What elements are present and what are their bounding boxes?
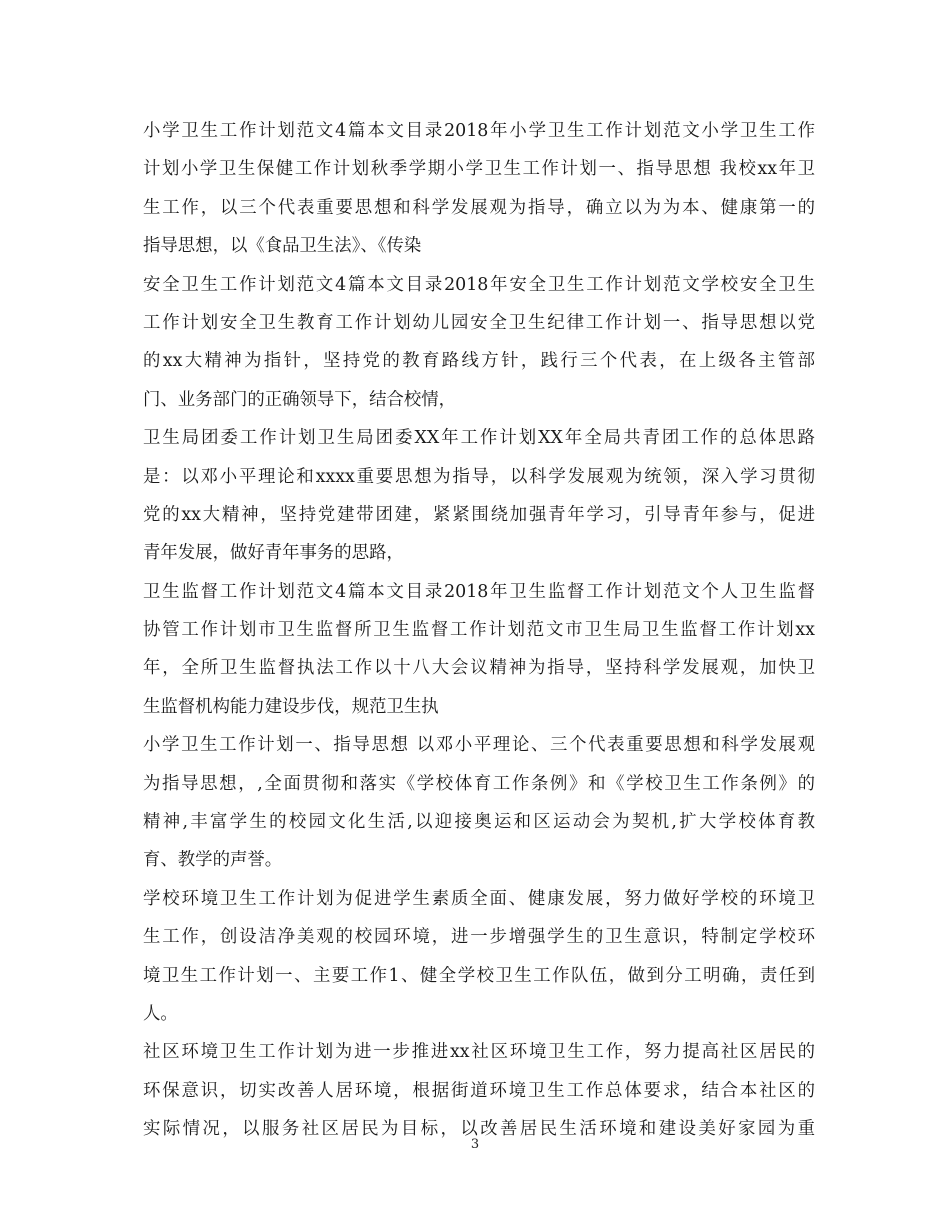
text-line: 小学卫生工作计划一、指导思想 以邓小平理论、三个代表重要思想和科学发展观	[143, 735, 815, 756]
paragraph-school-environment	[143, 880, 815, 1034]
text-line: 学校环境卫生工作计划为促进学生素质全面、健康发展，努力做好学校的环境卫	[143, 888, 815, 909]
text-line: 党的xx大精神，坚持党建带团建，紧紧围绕加强青年学习，引导青年参与，促进	[143, 504, 815, 525]
paragraph-hygiene-supervision	[143, 573, 815, 727]
text-line: 计划小学卫生保健工作计划秋季学期小学卫生工作计划一、指导思想 我校xx年卫	[143, 159, 815, 180]
paragraph-primary-school-hygiene	[143, 112, 815, 266]
text-line: 卫生监督工作计划范文4篇本文目录2018年卫生监督工作计划范文个人卫生监督	[143, 581, 815, 602]
text-line: 工作计划安全卫生教育工作计划幼儿园安全卫生纪律工作计划一、指导思想以党	[143, 312, 815, 333]
text-line: 门、业务部门的正确领导下，结合校情，	[143, 389, 457, 410]
text-line: 卫生局团委工作计划卫生局团委XX年工作计划XX年全局共青团工作的总体思路	[143, 428, 815, 449]
text-line: 社区环境卫生工作计划为进一步推进xx社区环境卫生工作，努力提高社区居民的	[143, 1042, 815, 1063]
paragraph-youth-league	[143, 419, 815, 573]
paragraph-community-environment	[143, 1033, 815, 1148]
text-line: 年，全所卫生监督执法工作以十八大会议精神为指导，坚持科学发展观，加快卫	[143, 658, 815, 679]
text-line: 的xx大精神为指针，坚持党的教育路线方针，践行三个代表，在上级各主管部	[143, 351, 815, 372]
paragraph-safety-hygiene	[143, 266, 815, 420]
text-line: 青年发展，做好青年事务的思路，	[143, 543, 404, 564]
text-line: 环保意识，切实改善人居环境，根据街道环境卫生工作总体要求，结合本社区的	[143, 1080, 815, 1101]
text-line: 安全卫生工作计划范文4篇本文目录2018年安全卫生工作计划范文学校安全卫生	[143, 274, 815, 295]
text-line: 指导思想，以《食品卫生法》、《传染	[143, 236, 422, 257]
text-line: 是：以邓小平理论和xxxx重要思想为指导，以科学发展观为统领，深入学习贯彻	[143, 466, 815, 487]
paragraph-guiding-ideology	[143, 726, 815, 880]
text-line: 生工作，创设洁净美观的校园环境，进一步增强学生的卫生意识，特制定学校环	[143, 927, 815, 948]
text-line: 境卫生工作计划一、主要工作1、健全学校卫生工作队伍，做到分工明确，责任到	[143, 965, 815, 986]
text-line: 育、教学的声誉。	[143, 850, 283, 871]
text-line: 协管工作计划市卫生监督所卫生监督工作计划范文市卫生局卫生监督工作计划xx	[143, 620, 815, 641]
page-number: 3	[470, 1137, 480, 1152]
text-line: 实际情况，以服务社区居民为目标，以改善居民生活环境和建设美好家园为重	[143, 1119, 815, 1140]
text-line: 生工作，以三个代表重要思想和科学发展观为指导，确立以为为本、健康第一的	[143, 197, 815, 218]
document-body	[143, 112, 815, 1149]
text-line: 小学卫生工作计划范文4篇本文目录2018年小学卫生工作计划范文小学卫生工作	[143, 121, 815, 141]
text-line: 精神,丰富学生的校园文化生活,以迎接奥运和区运动会为契机,扩大学校体育教	[143, 812, 815, 833]
text-line: 为指导思想，,全面贯彻和落实《学校体育工作条例》和《学校卫生工作条例》的	[143, 773, 815, 794]
text-line: 人。	[143, 1003, 178, 1024]
text-line: 生监督机构能力建设步伐，规范卫生执	[143, 696, 439, 717]
